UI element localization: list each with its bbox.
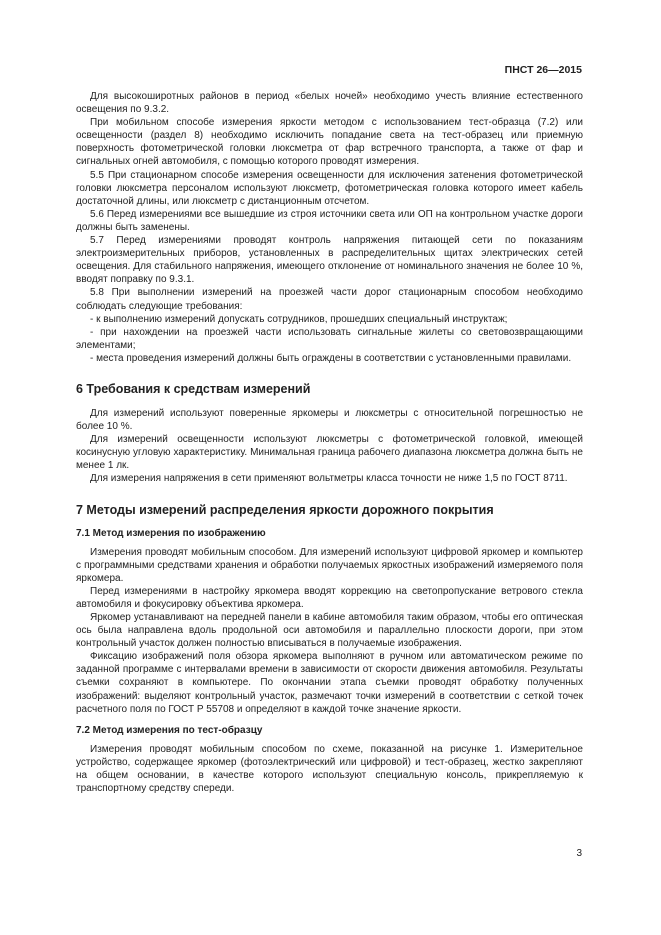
list-item: - при нахождении на проезжей части использовать сигнальные жилеты со световозвращающими элементами;	[76, 326, 583, 351]
paragraph: 5.5 При стационарном способе измерения освещенности для исключения затенения фотометрической головки люксметра персоналом используют люксметр, фотометрическая головка которого имеет кабель достаточной длины, или люксметр с дистанционным отсчетом.	[76, 169, 583, 207]
subsection-heading: 7.1 Метод измерения по изображению	[76, 527, 266, 539]
paragraph: При мобильном способе измерения яркости методом с использованием тест-образца (7.2) или освещенности (раздел 8) необходимо исключить попадание света на тест-образец или приемную поверхность фотометрической головки люксметра от фар встречного транспорта, а также от фар и сигнальных огней автомобиля, с помощью которого проводят измерения.	[76, 117, 583, 168]
list-item: - места проведения измерений должны быть ограждены в соответствии с установленными правилами.	[90, 352, 572, 364]
paragraph: Измерения проводят мобильным способом по схеме, показанной на рисунке 1. Измерительное устройство, содержащее яркомер (фотоэлектрический или цифровой) и тест-образец, жестко закрепляют на общем основании, в качестве которого используют специальную консоль, прикрепляемую к транспортному средству спереди.	[76, 743, 583, 795]
page-body	[76, 90, 583, 795]
paragraph: Перед измерениями в настройку яркомера вводят коррекцию на светопропускание ветрового стекла автомобиля и фокусировку объектива яркомера.	[76, 585, 583, 610]
subsection-heading: 7.2 Метод измерения по тест-образцу	[76, 724, 263, 736]
page-number: 3	[576, 848, 582, 859]
paragraph: Измерения проводят мобильным способом. Для измерений используют цифровой яркомер и компьютер с программными средствами хранения и обработки получаемых яркостных изображений измеряемого поля яркомера.	[76, 546, 583, 584]
paragraph: 5.7 Перед измерениями проводят контроль напряжения питающей сети по показаниям электроизмерительных приборов, установленных в распределительных щитах электрических сетей освещения. Для стабильного напряжения, имеющего отклонение от номинального значения не более 10 %, вводят поправку по 9.3.1.	[76, 235, 583, 286]
paragraph: 5.6 Перед измерениями все вышедшие из строя источники света или ОП на контрольном участке дороги должны быть заменены.	[76, 208, 583, 233]
paragraph: Для высокоширотных районов в период «белых ночей» необходимо учесть влияние естественного освещения по 9.3.2.	[76, 91, 583, 116]
paragraph: Для измерений освещенности используют люксметры с фотометрической головкой, имеющей косинусную угловую характеристику. Минимальная граница рабочего диапазона люксметра должна быть не менее 1 лк.	[76, 434, 583, 472]
paragraph: Яркомер устанавливают на передней панели в кабине автомобиля таким образом, чтобы его оптическая ось была направлена вдоль продольной оси автомобиля и параллельно плоскости дороги, при этом контрольный участок должен полностью вписываться в получаемые изображения.	[76, 612, 583, 650]
paragraph: Фиксацию изображений поля обзора яркомера выполняют в ручном или автоматическом режиме по заданной программе с интервалами времени в зависимости от скорости движения автомобиля. Результаты съемки сохраняют в компьютере. По окончании этапа съемки проводят обработку полученных изображений: выделяют контрольный участок, размечают точки измерений в соответствии с сеткой точек расчетного поля по ГОСТ Р 55708 и определяют в каждой точке значение яркости.	[76, 651, 583, 715]
paragraph: 5.8 При выполнении измерений на проезжей части дорог стационарным способом необходимо соблюдать следующие требования:	[76, 287, 583, 312]
list-item: - к выполнению измерений допускать сотрудников, прошедших специальный инструктаж;	[90, 313, 508, 325]
paragraph: Для измерений используют поверенные яркомеры и люксметры с относительной погрешностью не более 10 %.	[76, 407, 583, 433]
section-heading: 6 Требования к средствам измерений	[76, 381, 311, 396]
paragraph: Для измерения напряжения в сети применяют вольтметры класса точности не ниже 1,5 по ГОСТ 8711.	[90, 473, 568, 485]
document-id: ПНСТ 26—2015	[504, 64, 582, 76]
section-heading: 7 Методы измерений распределения яркости дорожного покрытия	[76, 502, 494, 517]
